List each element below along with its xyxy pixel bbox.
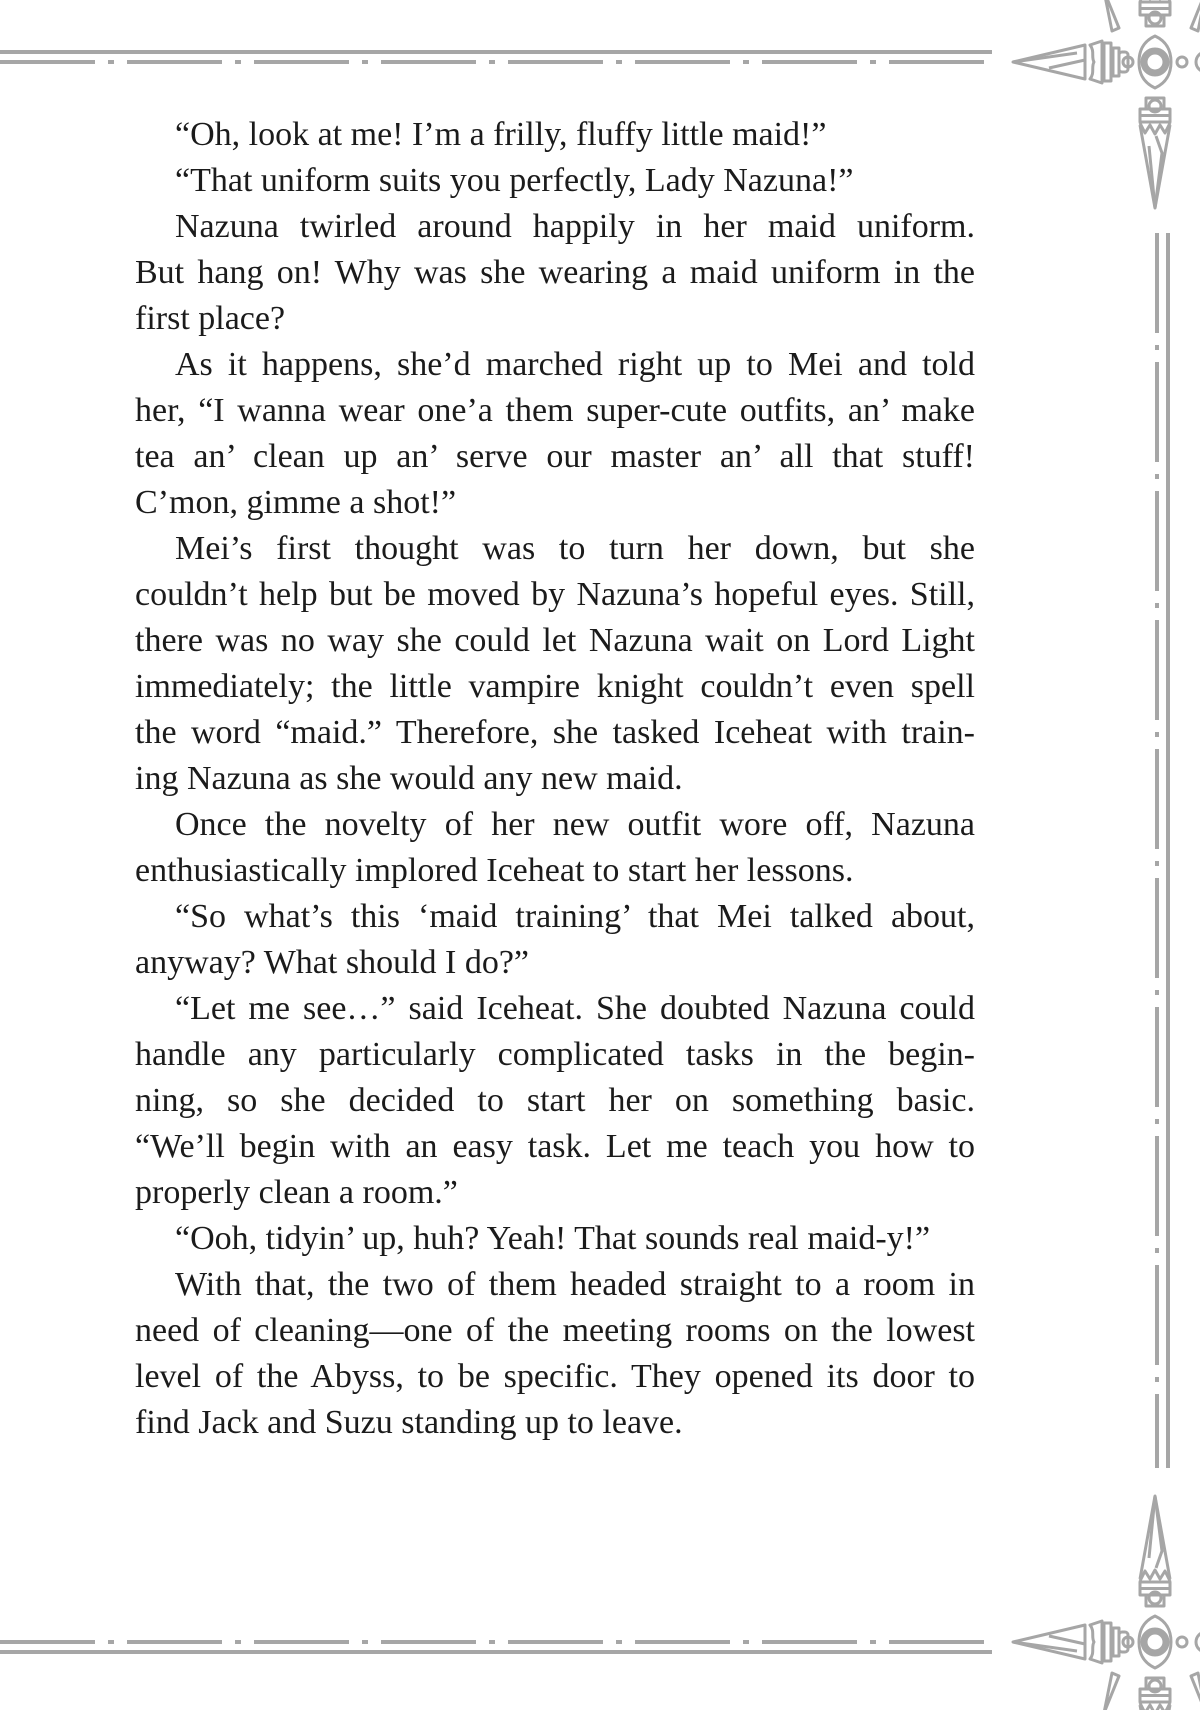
paragraph [135,526,975,802]
text-line: couldn’t help but be moved by Nazuna’s hopeful eyes. Still, [135,576,975,613]
text-line: properly clean a room.” [135,1174,458,1211]
text-line: “Oh, look at me! I’m a frilly, fluffy little maid!” [175,116,827,153]
text-line: With that, the two of them headed straight to a room in [175,1266,975,1303]
top-border-solid-rule [0,50,992,54]
text-line: Mei’s first thought was to turn her down, but she [175,530,975,567]
paragraph [135,1216,975,1262]
paragraph [135,112,975,158]
text-line: “That uniform suits you perfectly, Lady Nazuna!” [175,162,854,199]
text-line: find Jack and Suzu standing up to leave. [135,1404,683,1441]
text-line: anyway? What should I do?” [135,944,530,981]
text-line: level of the Abyss, to be specific. They opened its door to [135,1358,975,1395]
right-border-solid-rule [1166,233,1170,1468]
text-line: need of cleaning—one of the meeting rooms on the lowest [135,1312,975,1349]
right-border-dashed-rule [1155,233,1159,1468]
crystal-ornament-bottom [1005,1432,1200,1710]
bottom-border-solid-rule [0,1650,992,1654]
text-line: tea an’ clean up an’ serve our master an’ all that stuff! [135,438,975,475]
bottom-border-dashed-rule [0,1640,992,1644]
text-line: “Ooh, tidyin’ up, huh? Yeah! That sounds real maid-y!” [175,1220,931,1257]
paragraph [135,342,975,526]
text-line: ing Nazuna as she would any new maid. [135,760,683,797]
crystal-ornament-top [1005,0,1200,272]
text-line: “So what’s this ‘maid training’ that Mei talked about, [175,898,975,935]
text-line: ning, so she decided to start her on something basic. [135,1082,975,1119]
text-line: C’mon, gimme a shot!” [135,484,457,521]
text-line: Once the novelty of her new outfit wore off, Nazuna [175,806,975,843]
text-line: Nazuna twirled around happily in her maid uniform. [175,208,975,245]
paragraph [135,1262,975,1446]
page-text [135,112,975,1446]
text-line: the word “maid.” Therefore, she tasked Iceheat with train- [135,714,975,751]
text-line: first place? [135,300,286,337]
text-line: immediately; the little vampire knight couldn’t even spell [135,668,975,705]
text-line: “Let me see…” said Iceheat. She doubted Nazuna could [175,990,975,1027]
top-border-dashed-rule [0,60,992,64]
paragraph [135,158,975,204]
text-line: But hang on! Why was she wearing a maid uniform in the [135,254,975,291]
text-line: As it happens, she’d marched right up to Mei and told [175,346,975,383]
text-line: there was no way she could let Nazuna wait on Lord Light [135,622,975,659]
text-line: handle any particularly complicated tasks in the begin- [135,1036,975,1073]
paragraph [135,986,975,1216]
paragraph [135,204,975,342]
text-line: enthusiastically implored Iceheat to start her lessons. [135,852,854,889]
text-line: her, “I wanna wear one’a them super-cute outfits, an’ make [135,392,975,429]
text-line: “We’ll begin with an easy task. Let me teach you how to [135,1128,975,1165]
paragraph [135,894,975,986]
paragraph [135,802,975,894]
